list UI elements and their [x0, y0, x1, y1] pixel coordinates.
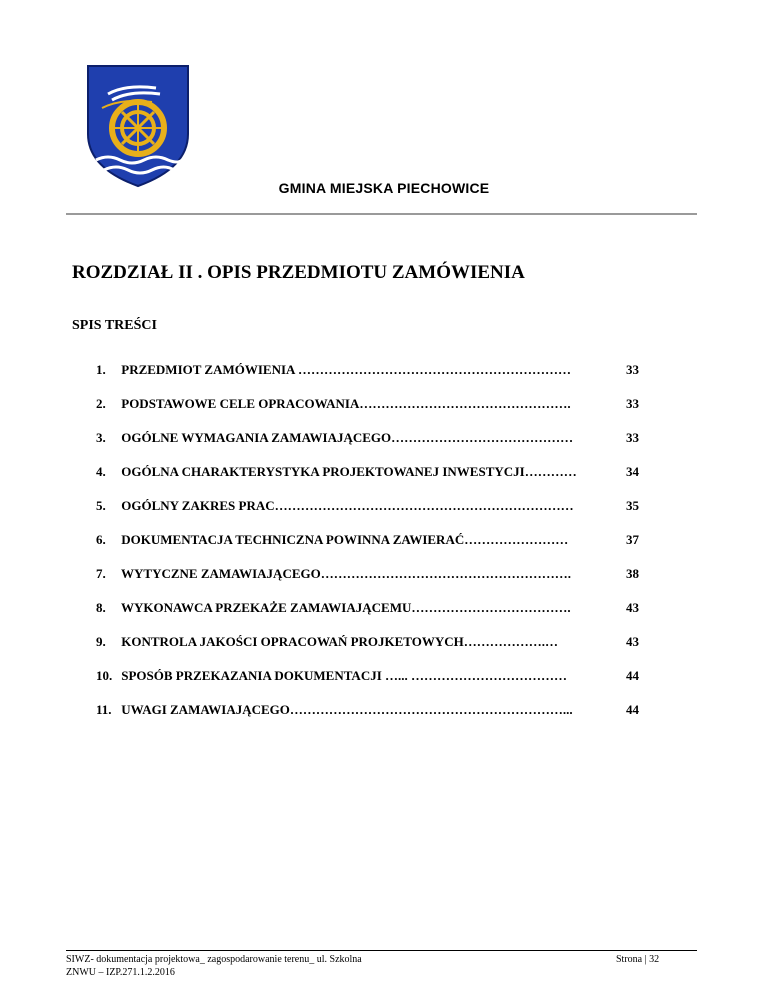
toc-entry[interactable]	[96, 498, 639, 518]
toc-entry-title: OGÓLNA CHARAKTERYSTYKA PROJEKTOWANEJ INWESTYCJI…………	[121, 464, 577, 479]
toc-entry-page: 33	[626, 430, 639, 445]
chapter-title: ROZDZIAŁ II . OPIS PRZEDMIOTU ZAMÓWIENIA	[72, 262, 525, 283]
toc-entry[interactable]	[96, 396, 639, 416]
toc-entry-number: 7.	[96, 566, 106, 581]
toc-entry-number: 10.	[96, 668, 113, 683]
toc-entry-title: OGÓLNY ZAKRES PRAC……………………………………………………………	[121, 498, 574, 513]
toc-entry-title: SPOSÓB PRZEKAZANIA DOKUMENTACJI …... ………………………………	[121, 668, 568, 683]
toc-entry-page: 43	[626, 600, 639, 615]
toc-entry-number: 8.	[96, 600, 106, 615]
footer-page-number: Strona | 32	[616, 954, 660, 965]
toc-entry-page: 44	[626, 702, 639, 717]
footer-divider	[66, 950, 697, 951]
footer-line-1: SIWZ- dokumentacja projektowa_ zagospodarowanie terenu_ ul. Szkolna	[66, 954, 362, 965]
coat-of-arms-logo	[86, 64, 190, 188]
toc-entry-title: KONTROLA JAKOŚCI OPRACOWAŃ PROJKETOWYCH……………….…	[121, 634, 558, 649]
crest-shield-icon	[86, 64, 190, 188]
toc-entry-title: UWAGI ZAMAWIAJĄCEGO………………………………………………………...	[121, 702, 573, 717]
toc-entry[interactable]	[96, 668, 639, 688]
toc-entry-title: PRZEDMIOT ZAMÓWIENIA ………………………………………………………	[121, 362, 571, 377]
toc-entry-number: 11.	[96, 702, 112, 717]
toc-entry-page: 35	[626, 498, 639, 513]
toc-entry-page: 37	[626, 532, 639, 547]
toc-entry-number: 1.	[96, 362, 106, 377]
toc-entry-number: 5.	[96, 498, 106, 513]
toc-entry-title: PODSTAWOWE CELE OPRACOWANIA………………………………………….	[121, 396, 571, 411]
toc-entry-page: 38	[626, 566, 639, 581]
toc-entry-title: WYKONAWCA PRZEKAŻE ZAMAWIAJĄCEMU……………………………….	[121, 600, 571, 615]
toc-entry-number: 2.	[96, 396, 106, 411]
toc-entry[interactable]	[96, 566, 639, 586]
toc-entry-page: 33	[626, 362, 639, 377]
toc-entry-title: DOKUMENTACJA TECHNICZNA POWINNA ZAWIERAĆ……………………	[121, 532, 569, 547]
toc-entry-title: WYTYCZNE ZAMAWIAJĄCEGO………………………………………………….	[121, 566, 571, 581]
toc-entry-page: 44	[626, 668, 639, 683]
toc-entry[interactable]	[96, 702, 639, 722]
toc-entry-page: 43	[626, 634, 639, 649]
footer-document-info	[66, 953, 362, 979]
toc-entry-number: 3.	[96, 430, 106, 445]
toc-entry[interactable]	[96, 600, 639, 620]
toc-entry-page: 34	[626, 464, 639, 479]
footer-line-2: ZNWU – IZP.271.1.2.2016	[66, 967, 175, 978]
toc-entry-number: 4.	[96, 464, 106, 479]
toc-entry-number: 9.	[96, 634, 106, 649]
toc-entry[interactable]	[96, 362, 639, 382]
toc-entry[interactable]	[96, 430, 639, 450]
toc-entry[interactable]	[96, 464, 639, 484]
toc-heading: SPIS TREŚCI	[72, 318, 157, 333]
toc-entry[interactable]	[96, 532, 639, 552]
toc-entry-number: 6.	[96, 532, 106, 547]
toc-entry-title: OGÓLNE WYMAGANIA ZAMAWIAJĄCEGO……………………………………	[121, 430, 574, 445]
org-name: GMINA MIEJSKA PIECHOWICE	[278, 180, 490, 196]
toc-entry[interactable]	[96, 634, 639, 654]
header-divider	[66, 213, 697, 215]
toc-entry-page: 33	[626, 396, 639, 411]
